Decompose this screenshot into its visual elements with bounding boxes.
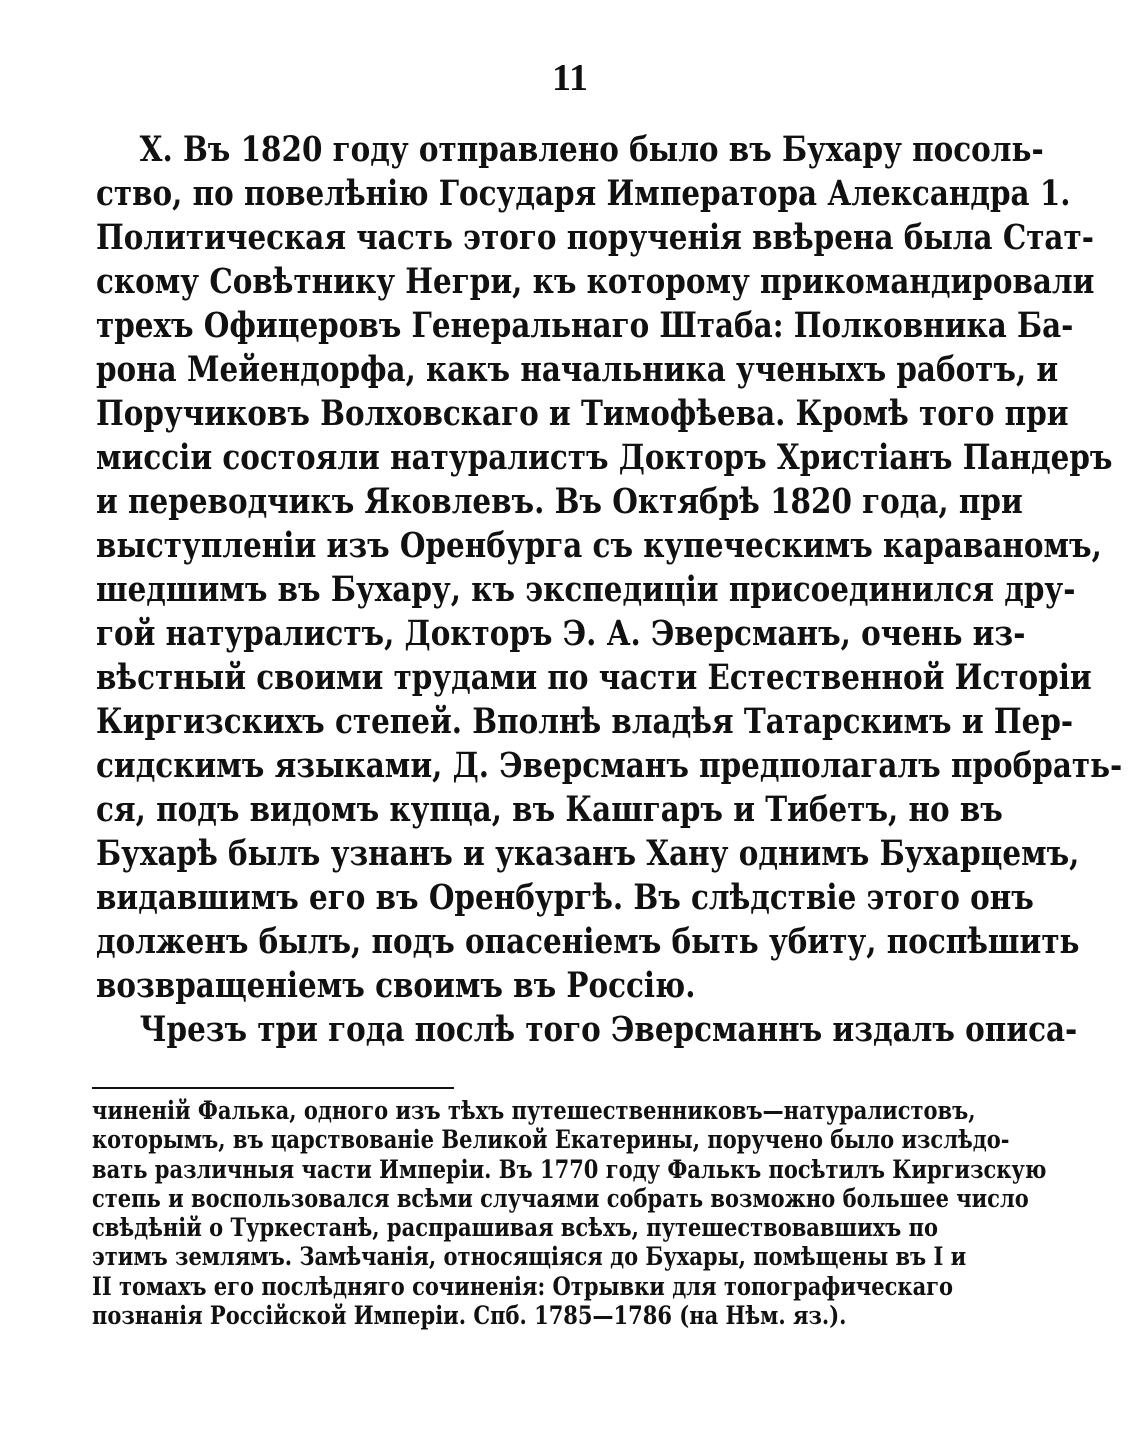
text-line: Бухарѣ былъ узнанъ и указанъ Хану однимъ Бухарцемъ, (96, 833, 1080, 874)
footnote-line: познанія Россійской Имперіи. Спб. 1785—1786 (на Нѣм. яз.). (92, 1301, 847, 1331)
text-line: рона Мейендорфа, какъ начальника ученыхъ работъ, и (96, 349, 1059, 390)
text-line: ся, подъ видомъ купца, въ Кашгаръ и Тибетъ, но въ (96, 789, 1003, 830)
text-line: Поручиковъ Волховскаго и Тимофѣева. Кромѣ того при (96, 393, 1069, 434)
text-line: и переводчикъ Яковлевъ. Въ Октябрѣ 1820 года, при (96, 481, 1023, 522)
text-line: долженъ былъ, подъ опасеніемъ быть убиту, поспѣшить (96, 921, 1080, 962)
footnote-line: этимъ землямъ. Замѣчанія, относящіяся до Бухары, помѣщены въ I и (92, 1242, 967, 1272)
footnote-line: вать различныя части Имперіи. Въ 1770 году Фалькъ посѣтилъ Киргизскую (92, 1154, 1047, 1184)
footnote-divider (92, 1087, 454, 1089)
text-line: Политическая часть этого порученія ввѣрена была Стат- (96, 217, 1094, 258)
text-line: гой натуралистъ, Докторъ Э. А. Эверсманъ, очень из- (96, 613, 1026, 654)
text-line: сидскимъ языками, Д. Эверсманъ предполагалъ пробрать- (96, 745, 1123, 786)
text-line: миссіи состояли натуралистъ Докторъ Христіанъ Пандеръ (96, 437, 1113, 478)
main-text (96, 128, 1122, 1052)
text-line: Чрезъ три года послѣ того Эверсманнъ издалъ описа- (139, 1009, 1078, 1050)
footnote (92, 1096, 1046, 1330)
footnote-line: II томахъ его послѣдняго сочиненія: Отрывки для топографическаго (92, 1271, 954, 1301)
footnote-line: свѣдѣній о Туркестанѣ, распрашивая всѣхъ, путешествовавшихъ по (92, 1213, 938, 1243)
text-line: трехъ Офицеровъ Генеральнаго Штаба: Полковника Ба- (96, 305, 1074, 346)
text-line: X. Въ 1820 году отправлено было въ Бухару посоль- (139, 129, 1044, 170)
text-line: шедшимъ въ Бухару, къ экспедиціи присоединился дру- (96, 569, 1076, 610)
page-number: 11 (552, 57, 588, 99)
text-line: вѣстный своими трудами по части Естественной Исторіи (96, 657, 1092, 698)
footnote-line: которымъ, въ царствованіе Великой Екатерины, поручено было изслѣдо- (92, 1125, 1010, 1155)
text-line: видавшимъ его въ Оренбургѣ. Въ слѣдствіе этого онъ (96, 877, 1034, 918)
footnote-line: степь и воспользовался всѣми случаями собрать возможно большее число (92, 1183, 1029, 1213)
footnote-line: чиненій Фалька, одного изъ тѣхъ путешественниковъ—натуралистовъ, (92, 1096, 976, 1125)
text-line: возвращеніемъ своимъ въ Россію. (96, 965, 696, 1006)
text-line: выступленіи изъ Оренбурга съ купеческимъ караваномъ, (96, 525, 1102, 566)
text-line: скому Совѣтнику Негри, къ которому прикомандировали (96, 261, 1095, 302)
text-line: ство, по повелѣнію Государя Императора Александра 1. (96, 173, 1071, 214)
text-line: Киргизскихъ степей. Вполнѣ владѣя Татарскимъ и Пер- (96, 701, 1074, 742)
